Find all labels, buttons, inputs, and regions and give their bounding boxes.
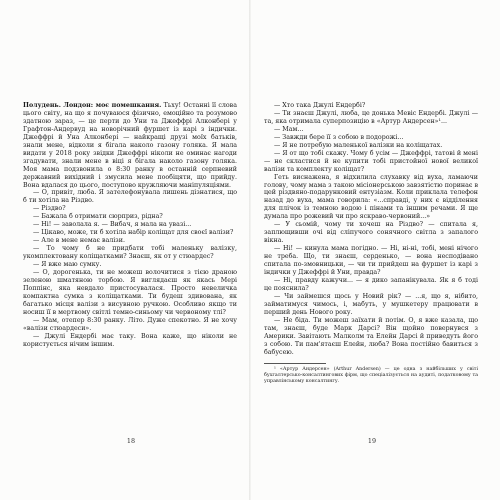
- right-page-paragraph: — У сьомій, чому ти хочеш на Різдво? — спитала я, заплющивши очі від сліпучого сонячного світла з запалого вікна.: [264, 221, 478, 245]
- left-page-paragraph: — Ні! — заволала я. — Вибач, я мала на увазі...: [33, 221, 192, 229]
- right-page-paragraph: — Я от що тобі скажу. Чому б усім — Джеффрі, татові й мені — не скластися й не купити тобі пристойної нової великої валізи та комплекту коліщат?: [264, 149, 478, 173]
- footnote-rule: [264, 363, 326, 364]
- left-page-paragraph: — Але в мене немає валізи.: [33, 237, 125, 245]
- left-page-paragraph: — О, привіт, люба. Я зателефонувала лишень дізнатися, що б ти хотіла на Різдво.: [23, 189, 237, 205]
- book-gutter: [249, 0, 251, 500]
- right-page-paragraph: — Ні, правду кажучи... — я дико запанікувала. Як я б тоді це пояснила?: [264, 276, 478, 292]
- left-page-paragraph: — Різдво?: [33, 205, 66, 213]
- left-page-paragraph: — Бажала б отримати сюрприз, рідна?: [33, 213, 163, 221]
- left-page-paragraph: — Мам, отепер 8:30 ранку. Літо. Дуже спекотно. Я не хочу «валізи стюардеси».: [23, 316, 237, 332]
- right-page-paragraph: — Завжди бере її з собою в подорожі...: [274, 133, 404, 141]
- right-page-paragraph: Геть виснажена, я відхилила слухавку від вуха, ламаючи голову, чому мама з такою місіонерською завзятістю поринає в цей різдвяно-подарунковий ентузіазм. Коли приклала телефон назад до вуха, мама говорила: «...справді, у них є відділення для плічок із темною водою і пінами та іншим речами. Я ще думала про рожевий чи про яскраво-червоний...»: [264, 173, 478, 221]
- left-page-paragraph: Полудень. Лондон: моє помешкання. Тьху! Останні її слова цього світу, на що я почуваюся фізично, емоційно та розумово здатною зараз, — це перти до Уни та Джеффрі Алконбері у Графтон-Андервуд на новорічний фуршет із карі з індички. Джеффрі й Уна Алконбері — найкращі друзі моїх батьків, знали мене, відколи я бігала наколо газону голяка. Я мала видати у 2018 року звідки Джеффрі ніколи не оминає нагоди згадувати, знали мене в віці я бігала наколо газону голяка. Моя мама подзвонила о 8:30 ранку в останній серпневий державний вихідний і змусила мене пообіцяти, що прийду. Вона вдалася до цього, поступово кружляючи маніпуляціями.: [23, 102, 237, 189]
- left-page-paragraph: — То чому б не придбати тобі маленьку валізку, укомплектовану коліщатками? Знаєш, як от у стюардес?: [23, 245, 237, 261]
- left-page: [23, 102, 237, 349]
- right-page-paragraph: — Хто така Джулі Ендербі?: [274, 102, 366, 109]
- right-page-paragraph: — Я не потребую маленької валізки на коліщатах.: [274, 141, 443, 149]
- left-page-paragraph: — Джулі Ендербі має таку. Вона каже, що ніколи не користується нічим іншим.: [23, 332, 237, 348]
- right-page-paragraph: — Чи займешся щось у Новий рік? — ...я, що я, нібито, займатимуся чимось, і, мабуть, у мушкетеру працювати в перший день Нового року.: [264, 292, 478, 316]
- right-page-paragraph: — Ти знаєш Джулі, люба, це донька Мевіс Ендербі. Джулі — та, яка отримала суперпозицію в «Артур Андерсен»¹...: [264, 109, 478, 125]
- left-page-paragraph: — Я вже маю сумку.: [33, 261, 102, 269]
- right-page-paragraph: — Не біда. Ти можеш заїхати й потім. О, я вже казала, що там, знаєш, буде Марк Дарсі? Він щойно повернувся з Америки. Завітають Малколм та Елейн Дарсі й приведуть його з собою. Ти пам'ятаєш Елейн, люба? Вона постійно бавиться з бабусею.: [264, 316, 478, 356]
- page-number-left: 18: [126, 437, 136, 445]
- right-page-paragraph: — Мам...: [274, 125, 304, 133]
- page-number-right: 19: [367, 437, 377, 445]
- left-page-paragraph: — Цікаво, може, ти б хотіла набір коліщат для своєї валізи?: [33, 229, 234, 237]
- left-page-paragraph: — О, дорогенька, ти не можеш волочитися з тією драною зеленою шматяною торбою. Я виглядаєш як якась Мері Поппінс, яка невдало пристосувалася. Просто невеличка компактна сумка з коліщатками. Ти будеш здивована, як багатько місця валізи з висувною ручкою. Особливо якщо ти носиш її в мертвому світлі темно-синьому чи червоному тлі?: [23, 269, 237, 316]
- right-page: [264, 102, 478, 385]
- footnote: ¹ «Артур Андерсен» (Arthur Andersen) — це одна з найбільших у світі бухгалтерсько-консалтингових фірм, що спеціалізується на аудиті, податковому та управлінському консалтингу.: [264, 366, 478, 384]
- scene-heading: Полудень. Лондон: моє помешкання.: [23, 102, 162, 109]
- right-page-paragraph: — Ні! — кинула мама погідно. — Ні, ні-ні, тобі, мені нічого не треба. Що, ти знаєш, серденько, — вона несподівано спитала по-змовницьки, — чи ти прийдеш на фуршет із карі з індички у Джеффрі й Уни, правда?: [264, 245, 478, 277]
